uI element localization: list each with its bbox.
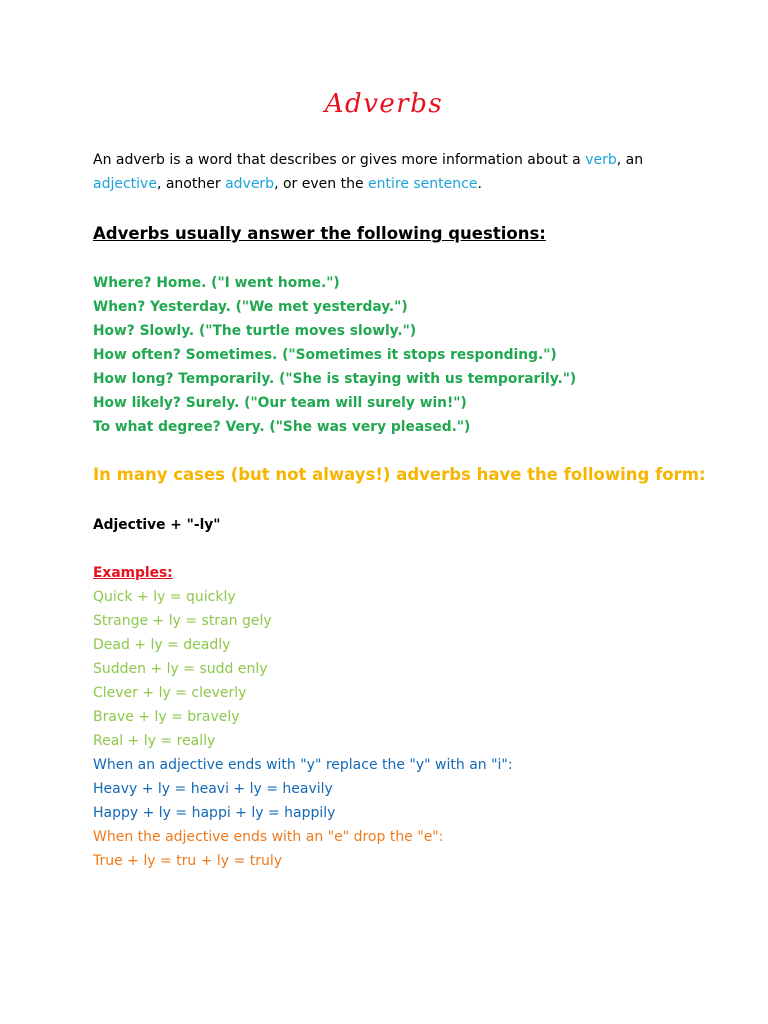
questions-list bbox=[93, 271, 576, 439]
question-item-how-likely: How likely? Surely. ("Our team will surely win!") bbox=[93, 395, 467, 411]
intro-highlight-entire-sentence: entire sentence bbox=[368, 176, 478, 192]
intro-paragraph bbox=[93, 148, 703, 196]
adjective-ly-formula: Adjective + "-ly" bbox=[93, 517, 221, 533]
rule-y-to-i: When an adjective ends with "y" replace the "y" with an "i": bbox=[93, 757, 513, 773]
question-item-to-what-degree: To what degree? Very. ("She was very pleased.") bbox=[93, 419, 471, 435]
intro-highlight-verb: verb bbox=[585, 152, 617, 168]
intro-text-4: , or even the bbox=[274, 176, 369, 192]
page-title: Adverbs bbox=[324, 89, 444, 119]
example-happily: Happy + ly = happi + ly = happily bbox=[93, 805, 336, 821]
intro-text-1: An adverb is a word that describes or gives more information about a bbox=[93, 152, 586, 168]
example-really: Real + ly = really bbox=[93, 733, 216, 749]
example-bravely: Brave + ly = bravely bbox=[93, 709, 240, 725]
form-heading: In many cases (but not always!) adverbs have the following form: bbox=[93, 465, 706, 484]
example-quickly: Quick + ly = quickly bbox=[93, 589, 236, 605]
example-heavily: Heavy + ly = heavi + ly = heavily bbox=[93, 781, 333, 797]
question-item-where: Where? Home. ("I went home.") bbox=[93, 275, 340, 291]
example-strangely: Strange + ly = stran gely bbox=[93, 613, 272, 629]
example-truly: True + ly = tru + ly = truly bbox=[93, 853, 283, 869]
example-deadly: Dead + ly = deadly bbox=[93, 637, 231, 653]
question-item-how-long: How long? Temporarily. ("She is staying with us temporarily.") bbox=[93, 371, 577, 387]
example-cleverly: Clever + ly = cleverly bbox=[93, 685, 247, 701]
examples-label: Examples: bbox=[93, 565, 173, 581]
intro-text-5: . bbox=[477, 176, 482, 192]
intro-highlight-adverb: adverb bbox=[225, 176, 275, 192]
question-item-how-often: How often? Sometimes. ("Sometimes it stops responding.") bbox=[93, 347, 557, 363]
intro-text-3: , another bbox=[156, 176, 226, 192]
intro-text-2: , an bbox=[616, 152, 644, 168]
example-suddenly: Sudden + ly = sudd enly bbox=[93, 661, 268, 677]
questions-heading: Adverbs usually answer the following questions: bbox=[93, 224, 546, 243]
rule-drop-e: When the adjective ends with an "e" drop the "e": bbox=[93, 829, 444, 845]
question-item-how: How? Slowly. ("The turtle moves slowly.") bbox=[93, 323, 417, 339]
examples-list bbox=[93, 585, 513, 873]
question-item-when: When? Yesterday. ("We met yesterday.") bbox=[93, 299, 408, 315]
intro-highlight-adjective: adjective bbox=[93, 176, 157, 192]
